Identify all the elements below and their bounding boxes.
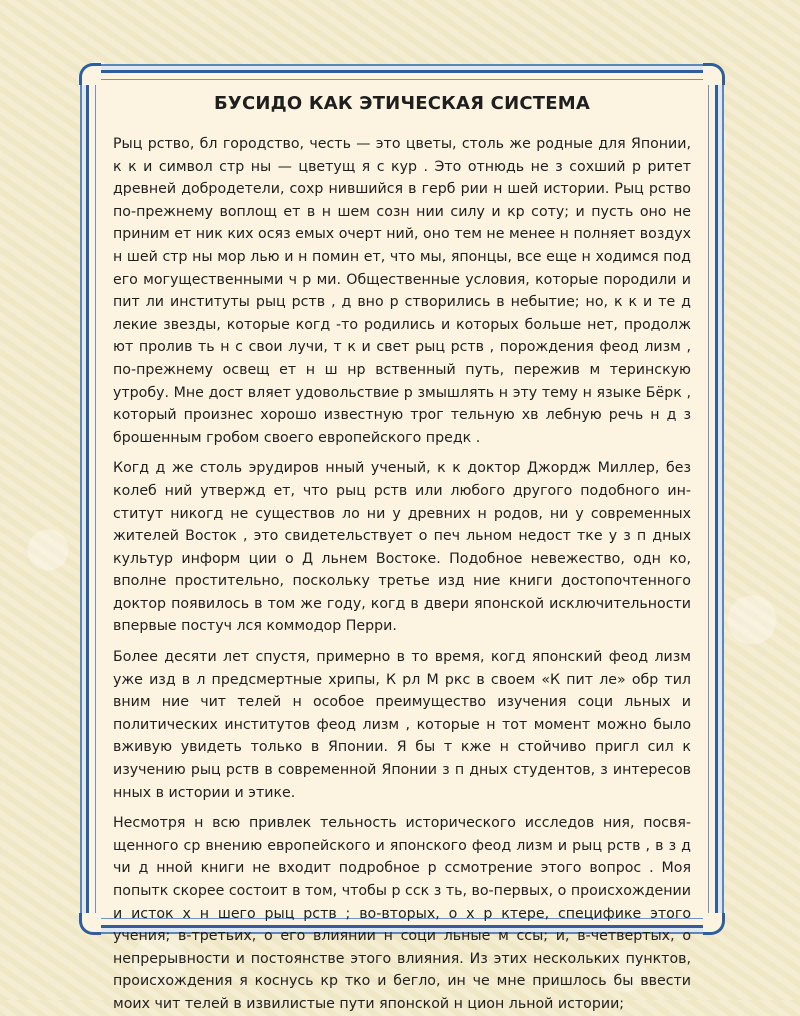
frame-corner-ornament	[703, 63, 725, 85]
paragraph: Несмотря н всю привлек тельность исторического исследов ния, посвященного ср внению европейского и японского феод лизм и рыц рств , в з д чи д нной книги не входит подробное р ссмотрение этого вопрос . Моя попытк скорее состоит в том, чтобы р сск з ть, во-первых, о происхождении и исток х н шего рыц рств ; во-вторых, о х р ктере, специфике этого учения; в-третьих, о его влиянии н соци льные м ссы; и, в-четвертых, о непрерывности и постоянстве этого влияния. Из этих нескольких пунктов, происхождения я коснусь кр тко и бегло, ин че мне пришлось бы ввести моих чит телей в извилистые пути японской н цион льной истории;	[113, 815, 691, 1012]
page-title: БУСИДО КАК ЭТИЧЕСКАЯ СИСТЕМА	[214, 93, 590, 114]
frame-corner-ornament	[79, 913, 101, 935]
paragraph: Когд д же столь эрудиров нный ученый, к к доктор Джордж Миллер, без колеб ний утвержд ет, что рыц рств или любого другого подобного институт никогд не существов ло ни у древних н родов, ни у современных жителей Восток , это свидетельствует о печ льном недост тке у з п дных культур информ ции о Д льнем Востоке. Подобное невежество, одн ко, вполне простительно, поскольку третье изд ние книги достопочтенного доктор появилось в том же году, когд в двери японской исключительности впервые постуч лся коммодор Перри.	[113, 460, 691, 635]
frame-corner-ornament	[703, 913, 725, 935]
paragraph: Более десяти лет спустя, примерно в то время, когд японский феод лизм уже изд в л предсмертные хрипы, К рл М ркс в своем «К пит ле» обр тил вним ние чит телей н особое преимущество изучения соци льных и политических институтов феод лизм , которые н тот момент можно было вживую увидеть только в Японии. Я бы т кже н стойчиво пригл сил к изучению рыц рств в современной Японии з п дных студентов, з интересов нных в истории и этике.	[113, 649, 691, 801]
body-text	[113, 133, 691, 1016]
page-frame	[86, 70, 718, 1012]
frame-corner-ornament	[79, 63, 101, 85]
paragraph: Рыц рство, бл городство, честь — это цветы, столь же родные для Японии, к к и символ стр ны — цветущ я с кур . Это отнюдь не з сохший р ритет древней добродетели, сохр нившийся в герб рии н шей истории. Рыц рство по-прежнему воплощ ет в н шем созн нии силу и кр соту; и пусть оно не приним ет ник ких осяз емых очерт ний, оно тем не менее н полняет воздух н шей стр ны мор лью и н помин ет, что мы, японцы, все еще н ходимся под его могущественными ч р ми. Общественные условия, которые породили и пит ли институты рыц рств , д вно р створились в небытие; но, к к и те д лекие звезды, которые когд -то родились и которых больше нет, продолж ют пролив ть н с свои лучи, т к и свет рыц рств , порождения феод лизм , по-прежнему освещ ет н ш нр вственный путь, пережив м теринскую утробу. Мне дост вляет удовольствие р змышлять н эту тему н языке Бёрк , который произнес хорошо известную трог тельную хв лебную речь н д з брошенным гробом своего европейского предк .	[113, 136, 691, 446]
